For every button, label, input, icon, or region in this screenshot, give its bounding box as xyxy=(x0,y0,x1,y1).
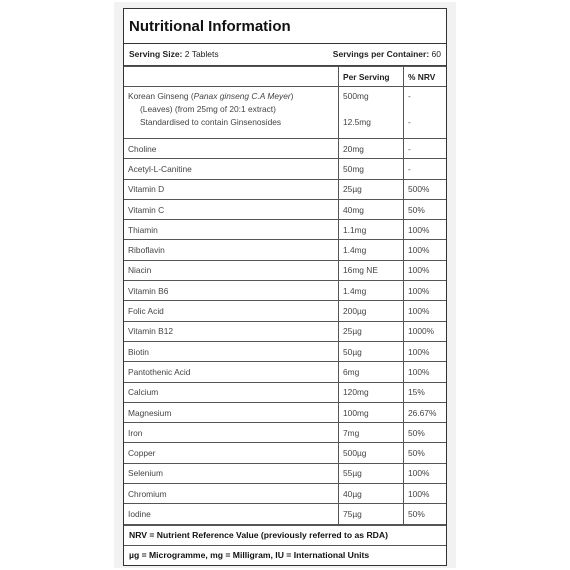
nutrient-nrv-cell: - xyxy=(404,159,447,179)
table-row xyxy=(124,484,446,504)
table-row xyxy=(124,220,446,240)
nutrient-nrv-cell: 100% xyxy=(404,260,447,280)
nutrient-name-cell: Vitamin B6 xyxy=(124,281,339,301)
column-header-nrv: % NRV xyxy=(404,67,447,87)
nutrient-value-cell: 200µg xyxy=(339,301,404,321)
ginseng-name-cell xyxy=(124,87,339,139)
nutrient-value-cell: 50mg xyxy=(339,159,404,179)
serving-size xyxy=(129,44,219,65)
nutrient-name-cell: Iodine xyxy=(124,504,339,524)
ginseng-value-2: 12.5mg xyxy=(343,117,371,127)
nutrient-name-cell: Folic Acid xyxy=(124,301,339,321)
table-row xyxy=(124,179,446,199)
table-row xyxy=(124,260,446,280)
table-row xyxy=(124,382,446,402)
nutrient-value-cell: 75µg xyxy=(339,504,404,524)
nutrient-nrv-cell: 100% xyxy=(404,463,447,483)
nutrient-name-cell: Copper xyxy=(124,443,339,463)
nutrient-value-cell: 7mg xyxy=(339,423,404,443)
servings-per-container-label: Servings per Container: xyxy=(332,49,430,59)
table-row xyxy=(124,504,446,524)
nutrient-name-cell: Acetyl-L-Canitine xyxy=(124,159,339,179)
ginseng-line-3: Standardised to contain Ginsenosides xyxy=(140,117,282,127)
serving-size-value: 2 Tablets xyxy=(184,49,219,59)
nutrient-name-cell: Vitamin B12 xyxy=(124,321,339,341)
nutrient-nrv-cell: - xyxy=(404,139,447,159)
ginseng-value-cell xyxy=(339,87,404,139)
nutrient-value-cell: 100mg xyxy=(339,402,404,422)
ginseng-line-1: Korean Ginseng (Panax ginseng C.A Meyer) xyxy=(128,91,294,101)
nutrient-name-cell: Selenium xyxy=(124,463,339,483)
table-row xyxy=(124,443,446,463)
nutrient-value-cell: 40µg xyxy=(339,484,404,504)
nutrient-name-cell: Calcium xyxy=(124,382,339,402)
table-row xyxy=(124,159,446,179)
table-row xyxy=(124,240,446,260)
nutrient-nrv-cell: 100% xyxy=(404,281,447,301)
nutrient-nrv-cell: 100% xyxy=(404,341,447,361)
nutrient-nrv-cell: 50% xyxy=(404,443,447,463)
nutrient-value-cell: 16mg NE xyxy=(339,260,404,280)
nrv-footnote: NRV = Nutrient Reference Value (previously referred to as RDA) xyxy=(124,525,446,545)
nutrient-value-cell: 20mg xyxy=(339,139,404,159)
nutrient-name-cell: Biotin xyxy=(124,341,339,361)
nutrient-value-cell: 120mg xyxy=(339,382,404,402)
nutrient-nrv-cell: 1000% xyxy=(404,321,447,341)
nutrient-value-cell: 1.4mg xyxy=(339,281,404,301)
table-row xyxy=(124,423,446,443)
nutrient-nrv-cell: 50% xyxy=(404,504,447,524)
table-row-ginseng xyxy=(124,87,446,139)
ginseng-nrv-2: - xyxy=(408,117,411,127)
nutrient-name-cell: Choline xyxy=(124,139,339,159)
column-header-nutrient xyxy=(124,67,339,87)
nutrient-value-cell: 50µg xyxy=(339,341,404,361)
ginseng-value-1: 500mg xyxy=(343,91,369,101)
nutrient-value-cell: 55µg xyxy=(339,463,404,483)
nutrient-name-cell: Pantothenic Acid xyxy=(124,362,339,382)
table-row xyxy=(124,362,446,382)
ginseng-nrv-cell xyxy=(404,87,447,139)
ginseng-line-2: (Leaves) (from 25mg of 20:1 extract) xyxy=(140,104,276,114)
nutrient-value-cell: 500µg xyxy=(339,443,404,463)
units-footnote: µg = Microgramme, mg = Milligram, IU = International Units xyxy=(124,545,446,565)
serving-info xyxy=(124,44,446,66)
nutrient-nrv-cell: 100% xyxy=(404,484,447,504)
column-header-per-serving: Per Serving xyxy=(339,67,404,87)
nutrient-nrv-cell: 100% xyxy=(404,220,447,240)
table-row xyxy=(124,341,446,361)
nutrient-nrv-cell: 100% xyxy=(404,301,447,321)
nutrient-nrv-cell: 500% xyxy=(404,179,447,199)
nutrient-name-cell: Thiamin xyxy=(124,220,339,240)
servings-per-container-value: 60 xyxy=(431,49,441,59)
table-row xyxy=(124,321,446,341)
nutrient-name-cell: Niacin xyxy=(124,260,339,280)
nutrient-nrv-cell: 26.67% xyxy=(404,402,447,422)
nutrient-value-cell: 25µg xyxy=(339,179,404,199)
nutrient-name-cell: Magnesium xyxy=(124,402,339,422)
nutrition-panel xyxy=(123,8,447,566)
nutrient-name-cell: Vitamin C xyxy=(124,199,339,219)
panel-title: Nutritional Information xyxy=(124,9,446,44)
nutrient-name-cell: Chromium xyxy=(124,484,339,504)
table-row xyxy=(124,301,446,321)
nutrient-value-cell: 40mg xyxy=(339,199,404,219)
serving-size-label: Serving Size: xyxy=(129,49,183,59)
nutrient-name-cell: Iron xyxy=(124,423,339,443)
servings-per-container xyxy=(333,44,441,65)
nutrient-nrv-cell: 100% xyxy=(404,362,447,382)
nutrient-value-cell: 25µg xyxy=(339,321,404,341)
nutrient-nrv-cell: 50% xyxy=(404,199,447,219)
table-header-row xyxy=(124,67,446,87)
table-row xyxy=(124,199,446,219)
nutrient-value-cell: 1.4mg xyxy=(339,240,404,260)
table-row xyxy=(124,463,446,483)
nutrient-nrv-cell: 50% xyxy=(404,423,447,443)
nutrient-value-cell: 6mg xyxy=(339,362,404,382)
nutrient-name-cell: Vitamin D xyxy=(124,179,339,199)
table-row xyxy=(124,402,446,422)
nutrient-nrv-cell: 100% xyxy=(404,240,447,260)
nutrient-nrv-cell: 15% xyxy=(404,382,447,402)
nutrient-name-cell: Riboflavin xyxy=(124,240,339,260)
ginseng-nrv-1: - xyxy=(408,91,411,101)
table-row xyxy=(124,139,446,159)
table-row xyxy=(124,281,446,301)
nutrient-value-cell: 1.1mg xyxy=(339,220,404,240)
nutrition-table xyxy=(124,66,446,525)
